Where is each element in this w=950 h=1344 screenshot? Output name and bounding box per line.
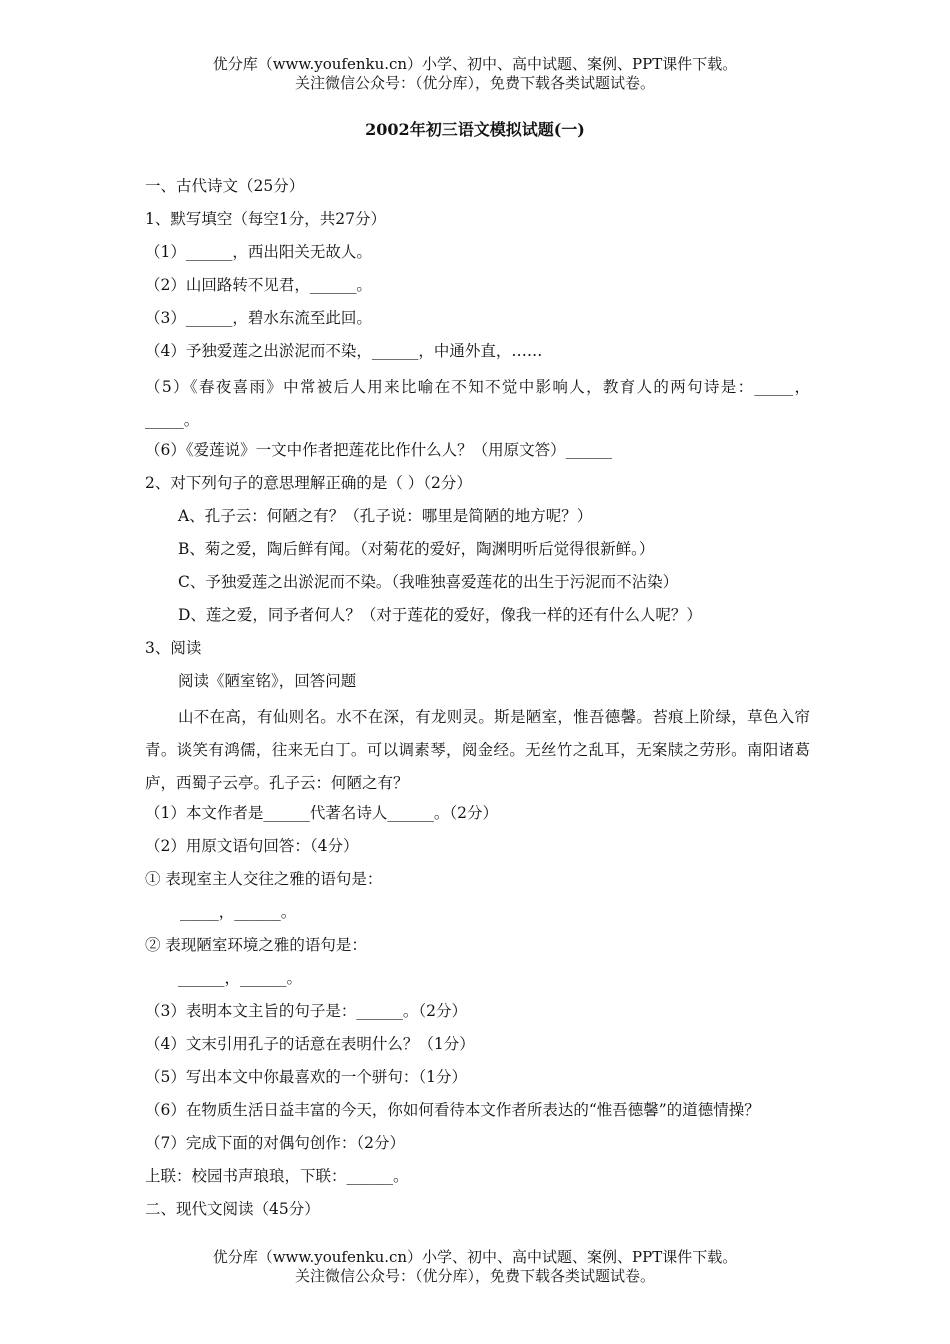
choice-option: B、菊之爱，陶后鲜有闻。（对菊花的爱好，陶渊明听后觉得很新鲜。） (178, 540, 655, 558)
page-title: 2002年初三语文模拟试题(一) (365, 120, 585, 139)
footer-line-1: 优分库（www.youfenku.cn）小学、初中、高中试题、案例、PPT课件下载。 (212, 1248, 738, 1266)
document-body (145, 173, 810, 1229)
question-item: （4）文末引用孔子的话意在表明什么？（1分） (145, 1035, 475, 1053)
reading-instruction: 阅读《陋室铭》，回答问题 (178, 672, 357, 690)
header-line-2: 关注微信公众号：（优分库），免费下载各类试题试卷。 (294, 74, 655, 92)
choice-option: A、孔子云：何陋之有？（孔子说：哪里是简陋的地方呢？） (178, 507, 593, 525)
section-heading: 二、现代文阅读（45分） (145, 1200, 320, 1218)
question-item: （5）写出本文中你最喜欢的一个骈句：（1分） (145, 1068, 467, 1086)
question-item: （3）______，碧水东流至此回。 (145, 309, 372, 327)
question-item: （6）在物质生活日益丰富的今天，你如何看待本文作者所表达的“惟吾德馨”的道德情操？ (145, 1101, 760, 1119)
reading-passage: 山不在高，有仙则名。水不在深，有龙则灵。斯是陋室，惟吾德馨。苔痕上阶绿，草色入帘青。谈笑有鸿儒，往来无白丁。可以调素琴，阅金经。无丝竹之乱耳，无案牍之劳形。南阳诸葛庐，西蜀子云亭。孔子云：何陋之有？ (145, 708, 810, 792)
question-item: （7）完成下面的对偶句创作：（2分） (145, 1134, 405, 1152)
couplet-line: 上联：校园书声琅琅，下联：______。 (145, 1167, 409, 1185)
question-item: （3）表明本文主旨的句子是：______。（2分） (145, 1002, 467, 1020)
page-header (0, 55, 950, 93)
answer-blank: ______，______。 (178, 969, 303, 987)
sub-question: ① 表现室主人交往之雅的语句是： (145, 870, 383, 888)
question-item: （1）______，西出阳关无故人。 (145, 243, 372, 261)
question-heading: 3、阅读 (145, 639, 202, 657)
question-item: （4）予独爱莲之出淤泥而不染，______，中通外直，…… (145, 342, 543, 360)
question-item: （2）用原文语句回答：（4分） (145, 837, 359, 855)
section-heading: 一、古代诗文（25分） (145, 177, 305, 195)
question-item: （2）山回路转不见君，______。 (145, 276, 372, 294)
choice-option: C、予独爱莲之出淤泥而不染。（我唯独喜爱莲花的出生于污泥而不沾染） (178, 573, 679, 591)
question-heading: 2、对下列句子的意思理解正确的是（ ）（2分） (145, 474, 472, 492)
question-item: （1）本文作者是______代著名诗人______。（2分） (145, 804, 498, 822)
question-item: （6）《爱莲说》一文中作者把莲花比作什么人？（用原文答）______ (145, 441, 613, 459)
choice-option: D、莲之爱，同予者何人？（对于莲花的爱好，像我一样的还有什么人呢？） (178, 606, 702, 624)
question-item: （5）《春夜喜雨》中常被后人用来比喻在不知不觉中影响人，教育人的两句诗是：_____，_____。 (145, 378, 810, 429)
question-heading: 1、默写填空（每空1分，共27分） (145, 210, 386, 228)
footer-line-2: 关注微信公众号：（优分库），免费下载各类试题试卷。 (294, 1267, 655, 1285)
page-footer (0, 1248, 950, 1286)
header-line-1: 优分库（www.youfenku.cn）小学、初中、高中试题、案例、PPT课件下载。 (212, 55, 738, 73)
sub-question: ② 表现陋室环境之雅的语句是： (145, 936, 367, 954)
answer-blank: _____，______。 (180, 903, 297, 921)
